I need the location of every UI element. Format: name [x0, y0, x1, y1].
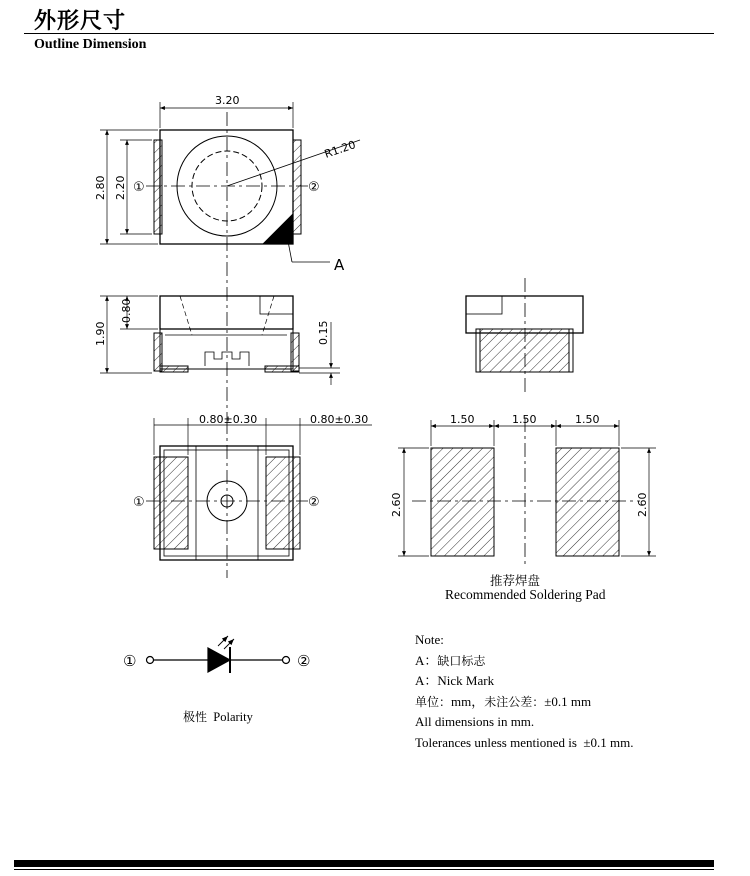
polarity-label [183, 708, 253, 725]
pin2-label-polarity: ② [297, 652, 311, 670]
note-tolerance: Tolerances unless mentioned is ±0.1 mm. [415, 734, 634, 750]
dim-pad-w1: 1.50 [450, 413, 475, 426]
pad-right [556, 448, 619, 556]
nick-label: A [334, 256, 345, 274]
nick-mark [263, 214, 293, 244]
dim-height-total: 2.80 [94, 175, 107, 200]
dim-side-total: 1.90 [94, 321, 107, 346]
notes-block [415, 630, 634, 753]
note-unit-cn: 单位：mm，未注公差：±0.1 mm [415, 693, 592, 709]
soldering-pad-label-en: Recommended Soldering Pad [445, 587, 606, 602]
top-view [100, 102, 360, 420]
footer-divider [14, 860, 714, 867]
polarity-label-en: Polarity [213, 710, 253, 724]
dim-side-small: 0.15 [317, 320, 330, 345]
note-a-en: A：Nick Mark [415, 673, 495, 688]
note-all-dims: All dimensions in mm. [415, 714, 535, 729]
dim-pad-w2: 1.50 [575, 413, 600, 426]
pin1-label-top: ① [133, 180, 145, 195]
bottom-pad-right [266, 457, 300, 549]
soldering-pad-label-cn: 推荐焊盘 [490, 573, 541, 588]
side-lead-left [154, 333, 162, 371]
footer-divider-thin [14, 869, 714, 870]
diode-icon [208, 648, 230, 672]
pin1-label-polarity: ① [123, 652, 137, 670]
side-view-top [160, 296, 293, 329]
side-lead-right [291, 333, 299, 371]
pad-left [431, 448, 494, 556]
top-view-lead-left [154, 140, 162, 234]
top-view-lead-right [293, 140, 301, 234]
polarity-symbol [147, 636, 290, 673]
dim-bottom-right: 0.80±0.30 [310, 413, 369, 426]
dim-side-top: 0.80 [120, 298, 133, 323]
polarity-label-cn: 极性 [183, 710, 208, 724]
bottom-pad-left [154, 457, 188, 549]
soldering-pad [398, 418, 656, 568]
dim-bottom-left: 0.80±0.30 [199, 413, 258, 426]
dim-pad-gap: 1.50 [512, 413, 537, 426]
dim-width: 3.20 [215, 94, 240, 107]
note-a-cn: A：缺口标志 [415, 652, 486, 668]
page-title: 外形尺寸 [34, 9, 127, 34]
bottom-view [146, 418, 372, 578]
top-view-body [160, 130, 293, 244]
dim-height-inner: 2.20 [114, 175, 127, 200]
dim-radius: R1.20 [322, 138, 358, 161]
page-subtitle: Outline Dimension [34, 37, 147, 52]
side-view-right [466, 278, 583, 395]
pin2-label-top: ② [308, 180, 320, 195]
side-view [100, 296, 340, 385]
note-heading: Note: [415, 632, 444, 647]
dim-pad-h-left: 2.60 [390, 492, 403, 517]
dim-pad-h-right: 2.60 [636, 492, 649, 517]
pin2-label-bottom: ② [308, 495, 320, 510]
pin1-label-bottom: ① [133, 495, 145, 510]
